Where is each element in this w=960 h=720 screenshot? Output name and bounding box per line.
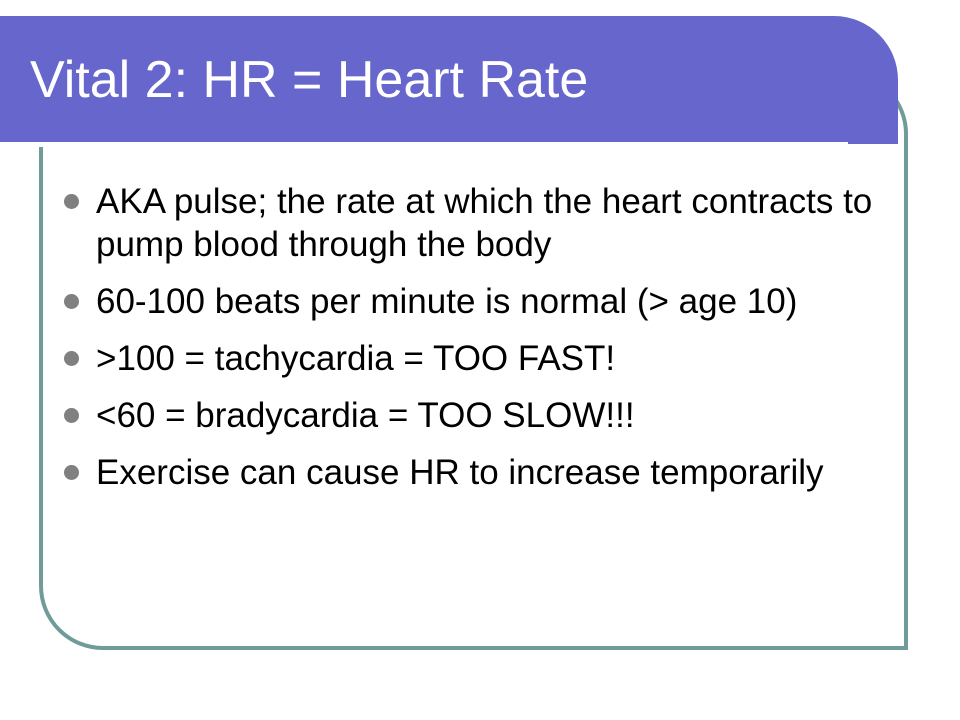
bullet-item [64,337,894,380]
bullet-dot-icon [64,465,79,480]
bullet-list [64,180,894,508]
bullet-dot-icon [64,408,79,423]
bullet-dot-icon [64,351,79,366]
bullet-text: >100 = tachycardia = TOO FAST! [96,339,616,378]
bullet-text: <60 = bradycardia = TOO SLOW!!! [96,396,635,435]
bullet-dot-icon [64,294,79,309]
bullet-item [64,394,894,437]
bullet-item [64,180,894,266]
bullet-item [64,451,894,494]
bullet-item [64,280,894,323]
title-bar [0,16,898,144]
bullet-text: AKA pulse; the rate at which the heart contracts to pump blood through the body [96,182,873,264]
title-underline [0,142,848,147]
bullet-text: 60-100 beats per minute is normal (> age 10) [96,282,798,321]
slide-title: Vital 2: HR = Heart Rate [30,51,589,109]
bullet-text: Exercise can cause HR to increase temporarily [96,453,824,492]
bullet-dot-icon [64,194,79,209]
